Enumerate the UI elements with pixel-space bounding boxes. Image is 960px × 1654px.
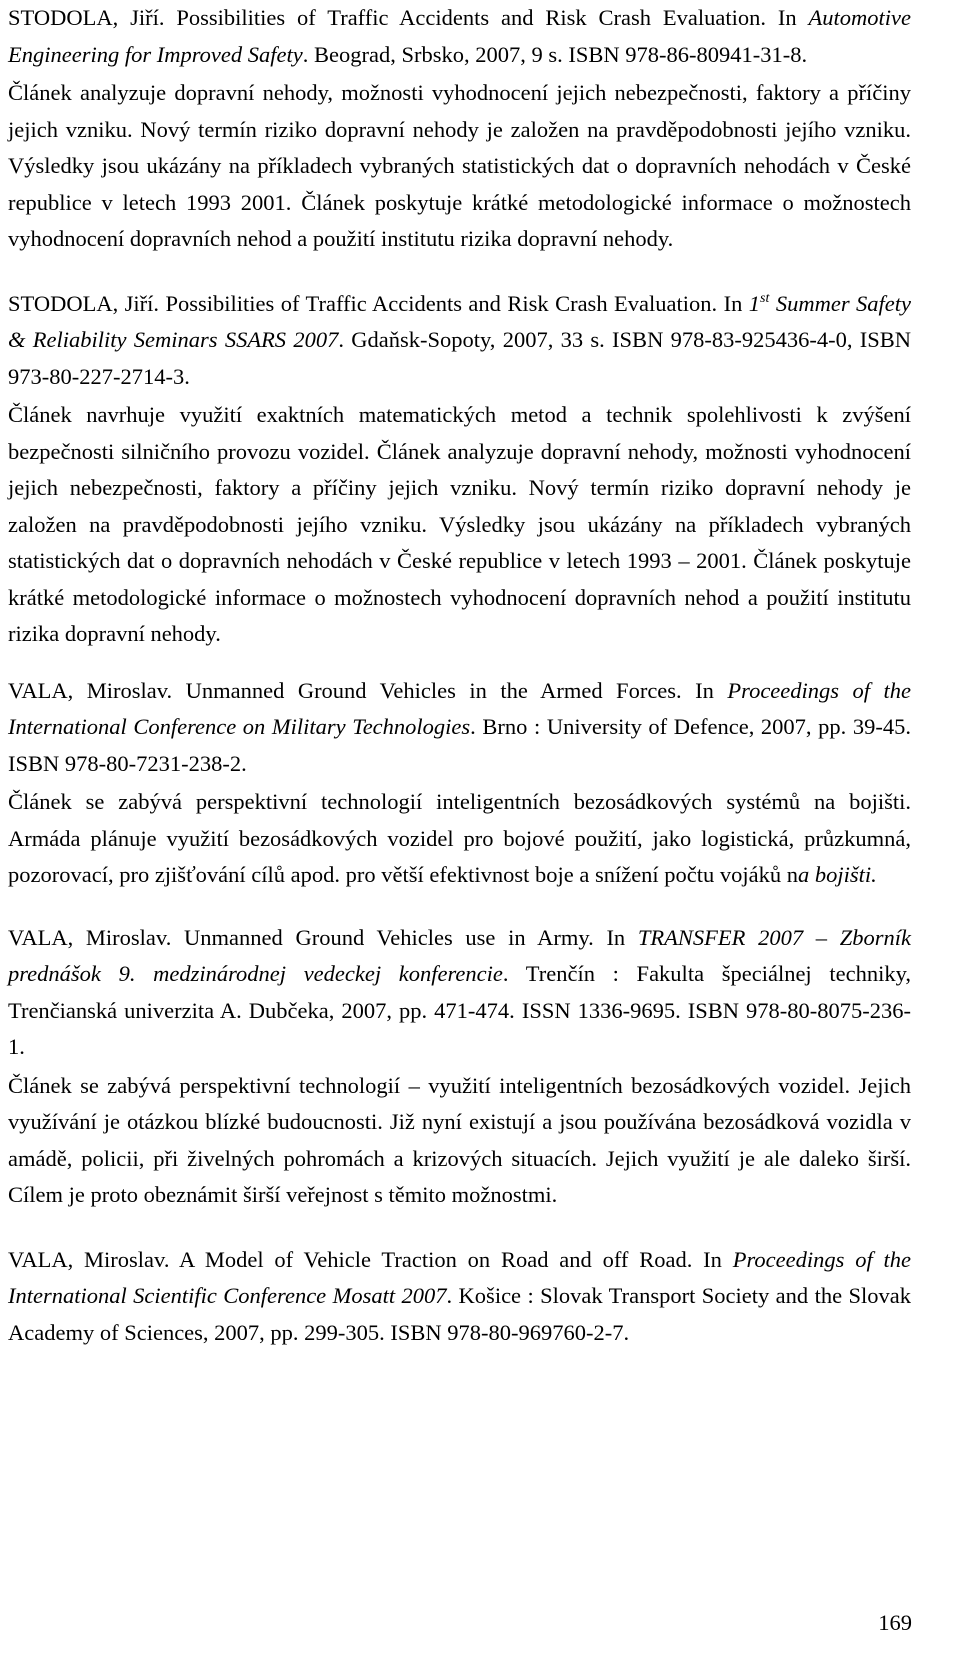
- venue-name: Summer Safety & Reliability Seminars SSARS 2007: [8, 290, 912, 352]
- bibliography-entry: [8, 286, 911, 653]
- annotation: Článek se zabývá perspektivní technologií – využití inteligentních bezosádkových vozidel. Jejich využívání je otázkou blízké budoucnosti. Již nyní existují a jsou používána bezosádková vozidla v amádě, policii, při živelných pohromách a krizových situacích. Jejich využití je ale daleko širší. Cílem je proto obeznámit širší veřejnost s těmito možnostmi.: [8, 1072, 911, 1207]
- citation-publication-details: . Beograd, Srbsko, 2007, 9 s. ISBN 978-86-80941-31-8.: [302, 41, 808, 67]
- citation: [8, 286, 911, 396]
- annotation: [8, 784, 911, 894]
- citation-publication-details: . Košice : Slovak Transport Society and the Slovak Academy of Sciences, 2007, pp. 299-305. ISBN 978-80-969760-2-7.: [8, 1283, 911, 1345]
- citation: [8, 0, 911, 73]
- bibliography-entry: [8, 920, 911, 1214]
- citation-venue: Automotive Engineering for Improved Safety: [8, 5, 911, 67]
- annotation: Článek analyzuje dopravní nehody, možnosti vyhodnocení jejich nebezpečnosti, faktory a příčiny jejich vzniku. Nový termín riziko dopravní nehody je založen na pravděpodobnosti jejího vzniku. Výsledky jsou ukázány na příkladech vybraných statistických dat o dopravních nehodách v České republice v letech 1993 2001. Článek poskytuje krátké metodologické informace o možnostech vyhodnocení dopravních nehod a použití institutu rizika dopravní nehody.: [8, 80, 911, 251]
- citation-venue: Proceedings of the International Scientific Conference Mosatt 2007: [8, 1246, 912, 1308]
- bibliography-entry: [8, 673, 911, 894]
- bibliography-entry: [8, 0, 911, 258]
- annotation-text: Článek se zabývá perspektivní technologií inteligentních bezosádkových systémů na bojišti. Armáda plánuje využití bezosádkových vozidel pro bojové použití, jako logistická, průzkumná, pozorovací, pro zjišťování cílů apod. pro větší efektivnost boje a snížení počtu vojáků n: [8, 789, 911, 887]
- citation-venue: Proceedings of the International Conference on Military Technologies: [8, 677, 912, 739]
- citation: [8, 920, 911, 1066]
- citation-venue: TRANSFER 2007 – Zborník prednášok 9. medzinárodnej vedeckej konferencie: [8, 924, 911, 986]
- bibliography-entry: [8, 1242, 911, 1352]
- venue-ordinal-suffix: st: [760, 290, 770, 306]
- citation-publication-details: . Gdaňsk-Sopoty, 2007, 33 s. ISBN 978-83-925436-4-0, ISBN 973-80-227-2714-3.: [8, 327, 911, 389]
- page-number: 169: [878, 1610, 912, 1635]
- document-page: [8, 0, 911, 1351]
- citation-publication-details: . Brno : University of Defence, 2007, pp. 39-45. ISBN 978-80-7231-238-2.: [8, 714, 911, 776]
- annotation-italic-tail: a bojišti.: [798, 862, 877, 887]
- venue-ordinal-number: 1: [748, 290, 761, 316]
- citation-authors-title: VALA, Miroslav. Unmanned Ground Vehicles use in Army. In: [8, 924, 638, 950]
- citation: [8, 1242, 911, 1352]
- citation-authors-title: VALA, Miroslav. A Model of Vehicle Traction on Road and off Road. In: [8, 1246, 733, 1272]
- citation: [8, 673, 911, 783]
- citation-publication-details: . Trenčín : Fakulta špeciálnej techniky, Trenčianská univerzita A. Dubčeka, 2007, pp. 471-474. ISSN 1336-9695. ISBN 978-80-8075-236-1.: [8, 961, 911, 1059]
- annotation: Článek navrhuje využití exaktních matematických metod a technik spolehlivosti k zvýšení bezpečnosti silničního provozu vozidel. Článek analyzuje dopravní nehody, možnosti vyhodnocení jejich nebezpečnosti, faktory a příčiny jejich vzniku. Nový termín riziko dopravní nehody je založen na pravděpodobnosti jejího vzniku. Výsledky jsou ukázány na příkladech vybraných statistických dat o dopravních nehodách v České republice v letech 1993 – 2001. Článek poskytuje krátké metodologické informace o možnostech vyhodnocení dopravních nehod a použití institutu rizika dopravní nehody.: [8, 402, 911, 646]
- citation-authors-title: STODOLA, Jiří. Possibilities of Traffic Accidents and Risk Crash Evaluation. In: [8, 290, 749, 316]
- citation-authors-title: VALA, Miroslav. Unmanned Ground Vehicles in the Armed Forces. In: [8, 677, 728, 703]
- citation-authors-title: STODOLA, Jiří. Possibilities of Traffic Accidents and Risk Crash Evaluation. In: [8, 5, 809, 30]
